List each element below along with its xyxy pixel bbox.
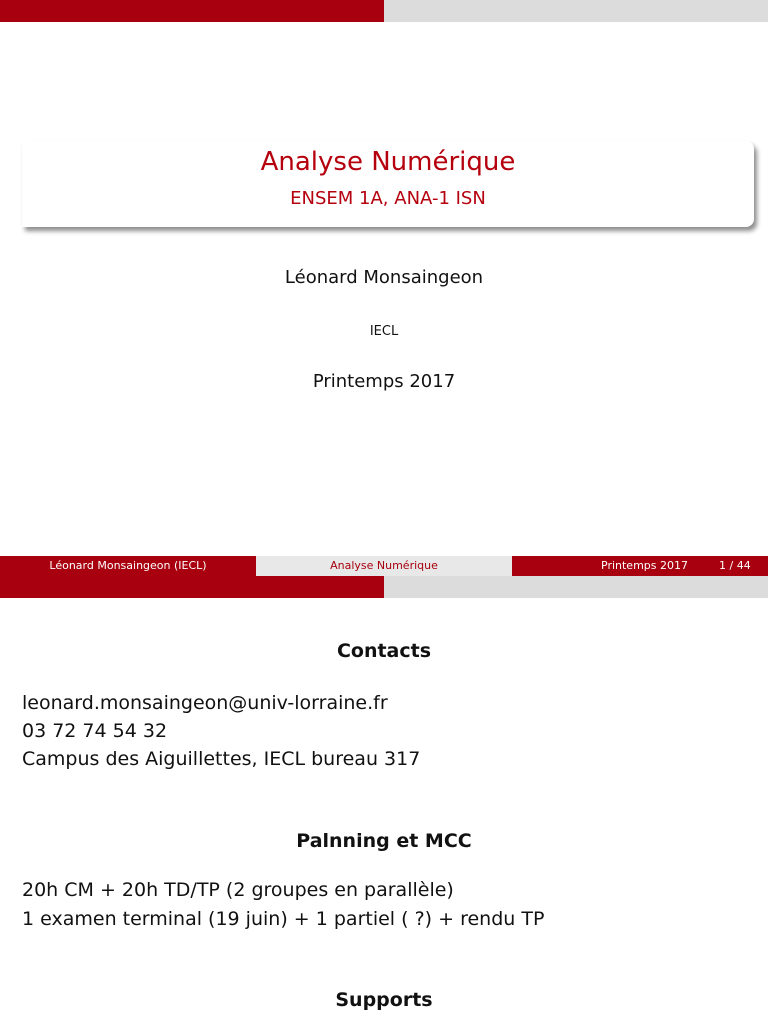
slide-top-bar xyxy=(0,576,768,598)
presentation-subtitle: ENSEM 1A, ANA-1 ISN xyxy=(290,188,486,209)
top-bar-red-segment xyxy=(0,0,384,22)
top-bar-gray-segment xyxy=(384,576,768,598)
top-bar-gray-segment xyxy=(384,0,768,22)
footer-right xyxy=(512,556,768,576)
presentation-date: Printemps 2017 xyxy=(312,371,456,392)
contact-office: Campus des Aiguillettes, IECL bureau 317 xyxy=(22,748,421,770)
section-title-planning: Palnning et MCC xyxy=(296,830,472,852)
contact-email: leonard.monsaingeon@univ-lorraine.fr xyxy=(22,692,388,714)
presentation-title: Analyse Numérique xyxy=(260,147,516,177)
institute-name: IECL xyxy=(369,324,399,339)
contacts-slide xyxy=(0,576,768,1024)
section-title-supports: Supports xyxy=(335,989,433,1011)
contact-phone: 03 72 74 54 32 xyxy=(22,720,168,742)
footer-date: Printemps 2017 xyxy=(601,559,688,572)
slide-top-bar xyxy=(0,0,768,22)
section-title-contacts: Contacts xyxy=(336,640,432,662)
planning-exams: 1 examen terminal (19 juin) + 1 partiel ( ?) + rendu TP xyxy=(22,908,545,930)
footer-title: Analyse Numérique xyxy=(256,556,512,576)
footer-page-number: 1 / 44 xyxy=(719,559,751,572)
author-name: Léonard Monsaingeon xyxy=(284,267,484,288)
planning-hours: 20h CM + 20h TD/TP (2 groupes en parallèle) xyxy=(22,879,454,901)
title-box xyxy=(22,141,754,227)
top-bar-red-segment xyxy=(0,576,384,598)
footer-author-institute: Léonard Monsaingeon (IECL) xyxy=(0,556,256,576)
slide-footer xyxy=(0,556,768,576)
